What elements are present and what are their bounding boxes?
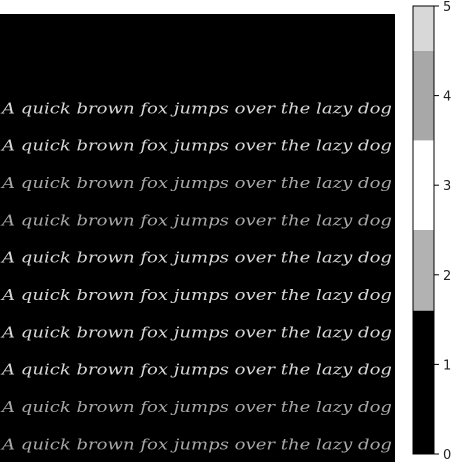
colorbar-band-0 xyxy=(413,311,434,454)
colorbar-tick-label-4: 4 xyxy=(443,89,452,105)
heatmap-background xyxy=(0,14,395,462)
colorbar-bands xyxy=(413,6,434,454)
colorbar-tick-label-1: 1 xyxy=(443,358,452,374)
colorbar-tick-label-3: 3 xyxy=(443,179,452,195)
text-row-8: A quick brown fox jumps over the lazy dog xyxy=(0,323,392,342)
colorbar-band-3 xyxy=(413,51,434,141)
colorbar-tick-label-2: 2 xyxy=(443,268,452,284)
colorbar-band-2 xyxy=(413,140,434,230)
text-row-11: A quick brown fox jumps over the lazy dog xyxy=(0,435,392,454)
text-row-4: A quick brown fox jumps over the lazy dog xyxy=(0,173,392,192)
colorbar-tick-label-5: 5 xyxy=(443,0,452,15)
heatmap-image xyxy=(0,14,395,462)
colorbar-band-4 xyxy=(413,6,434,51)
text-row-1: A quick brown fox jumps over the lazy dog xyxy=(0,61,392,80)
colorbar-band-1 xyxy=(413,230,434,311)
text-row-10: A quick brown fox jumps over the lazy dog xyxy=(0,397,392,416)
text-row-5: A quick brown fox jumps over the lazy dog xyxy=(0,211,392,230)
text-row-2: A quick brown fox jumps over the lazy dog xyxy=(0,99,392,118)
colorbar-tick-label-0: 0 xyxy=(443,448,452,463)
text-row-9: A quick brown fox jumps over the lazy dog xyxy=(0,360,392,379)
text-row-7: A quick brown fox jumps over the lazy dog xyxy=(0,285,392,304)
text-row-6: A quick brown fox jumps over the lazy dog xyxy=(0,248,392,267)
text-row-0: A quick brown fox jumps over the lazy dog xyxy=(0,24,392,43)
text-row-3: A quick brown fox jumps over the lazy dog xyxy=(0,136,392,155)
